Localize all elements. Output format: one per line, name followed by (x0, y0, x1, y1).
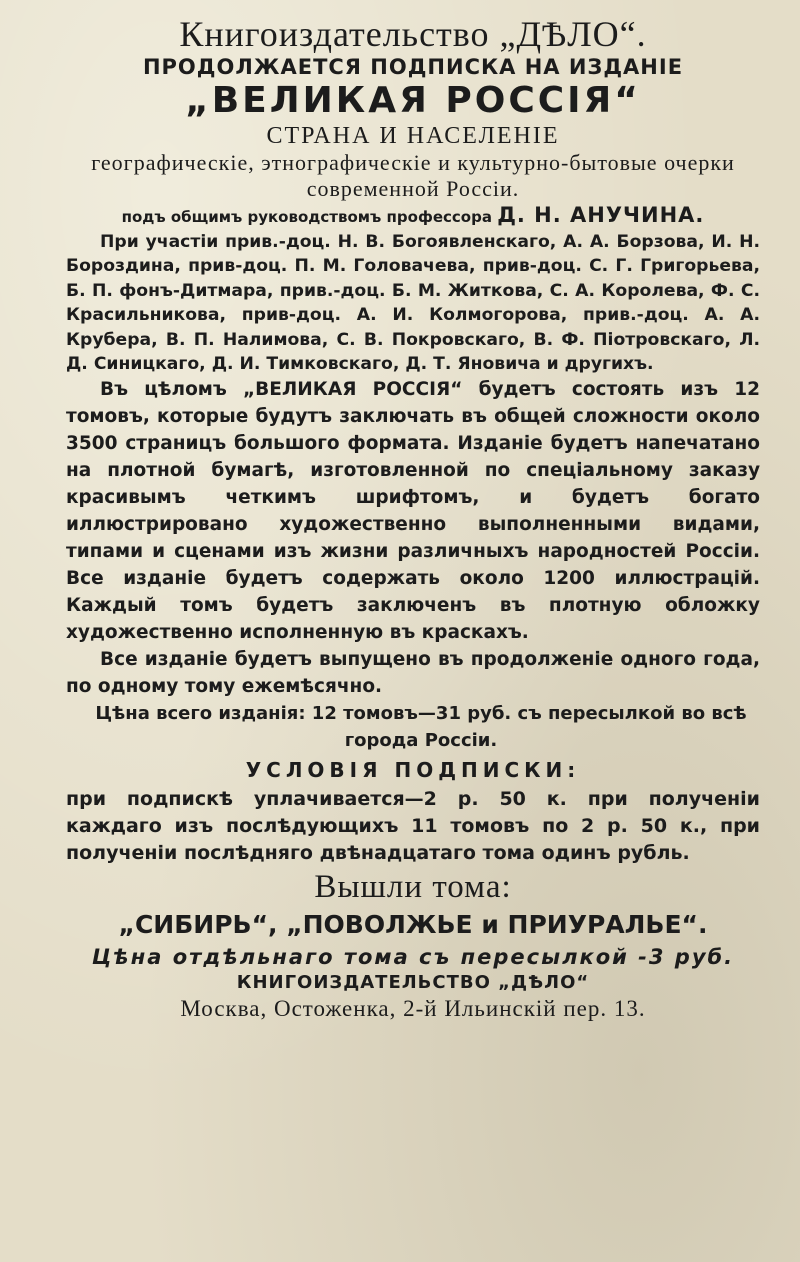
subscription-line: ПРОДОЛЖАЕТСЯ ПОДПИСКА НА ИЗДАНІЕ (142, 55, 684, 79)
price-line: Цѣна всего изданія: 12 томовъ—31 руб. съ пересылкой во всѣ города Россіи. (95, 703, 747, 752)
publisher-heading: Книгоиздательство „ДѢЛО“. (179, 14, 647, 54)
edition-description: географическіе, этнографическіе и культурно-бытовые очерки современной Россіи. (91, 150, 735, 201)
editor-prefix: подъ общимъ руководствомъ профессора (121, 208, 492, 226)
footer-publisher: КНИГОИЗДАТЕЛЬСТВО „ДѢЛО“ (236, 972, 590, 994)
editor-name: Д. Н. АНУЧИНА. (497, 203, 705, 227)
edition-title: „ВЕЛИКАЯ РОССІЯ“ (185, 80, 641, 121)
single-volume-price: Цѣна отдѣльнаго тома съ пересылкой -3 руб. (91, 945, 735, 970)
volumes-paragraph: Въ цѣломъ „ВЕЛИКАЯ РОССІЯ“ будетъ состоять изъ 12 томовъ, которые будутъ заключать въ общей сложности около 3500 страницъ большого формата. Изданіе будетъ напечатано на плотной бумагѣ, изготовленной по спеціальному заказу красивымъ четкимъ шрифтомъ, и будетъ богато иллюстрировано художественно выполненными видами, типами и сценами изъ жизни различныхъ народностей Россіи. Все изданіе будетъ содержать около 1200 иллюстрацій. Каждый томъ будетъ заключенъ въ плотную обложку художественно исполненную въ краскахъ. (66, 379, 760, 644)
editor-line (66, 202, 760, 230)
conditions-text: при подпискѣ уплачивается—2 р. 50 к. при полученіи каждаго изъ послѣдующихъ 11 томовъ по 2 р. 50 к., при полученіи послѣдняго двѣнадцатаго тома одинъ рубль. (66, 788, 760, 865)
conditions-heading: УСЛОВІЯ ПОДПИСКИ: (245, 758, 581, 783)
schedule-paragraph: Все изданіе будетъ выпущено въ продолженіе одного года, по одному тому ежемѣсячно. (66, 649, 760, 698)
edition-subtitle: СТРАНА И НАСЕЛЕНІЕ (266, 123, 560, 149)
publisher-address: Москва, Остоженка, 2-й Ильинскій пер. 13. (180, 996, 646, 1022)
published-volumes-titles: „СИБИРЬ“, „ПОВОЛЖЬЕ и ПРИУРАЛЬЕ“. (118, 910, 708, 940)
contributors-paragraph: При участіи прив.-доц. Н. В. Богоявленскаго, А. А. Борзова, И. Н. Бороздина, прив-доц. П. М. Головачева, прив-доц. С. Г. Григорьева, Б. П. фонъ-Дитмара, прив.-доц. Б. М. Житкова, С. А. Королева, Ф. С. Красильникова, прив-доц. А. И. Колмогорова, прив.-доц. А. А. Крубера, В. П. Налимова, С. В. Покровскаго, В. Ф. Піотровскаго, Л. Д. Синицкаго, Д. И. Тимковскаго, Д. Т. Яновича и другихъ. (66, 232, 760, 375)
published-volumes-heading: Вышли тома: (314, 869, 512, 906)
